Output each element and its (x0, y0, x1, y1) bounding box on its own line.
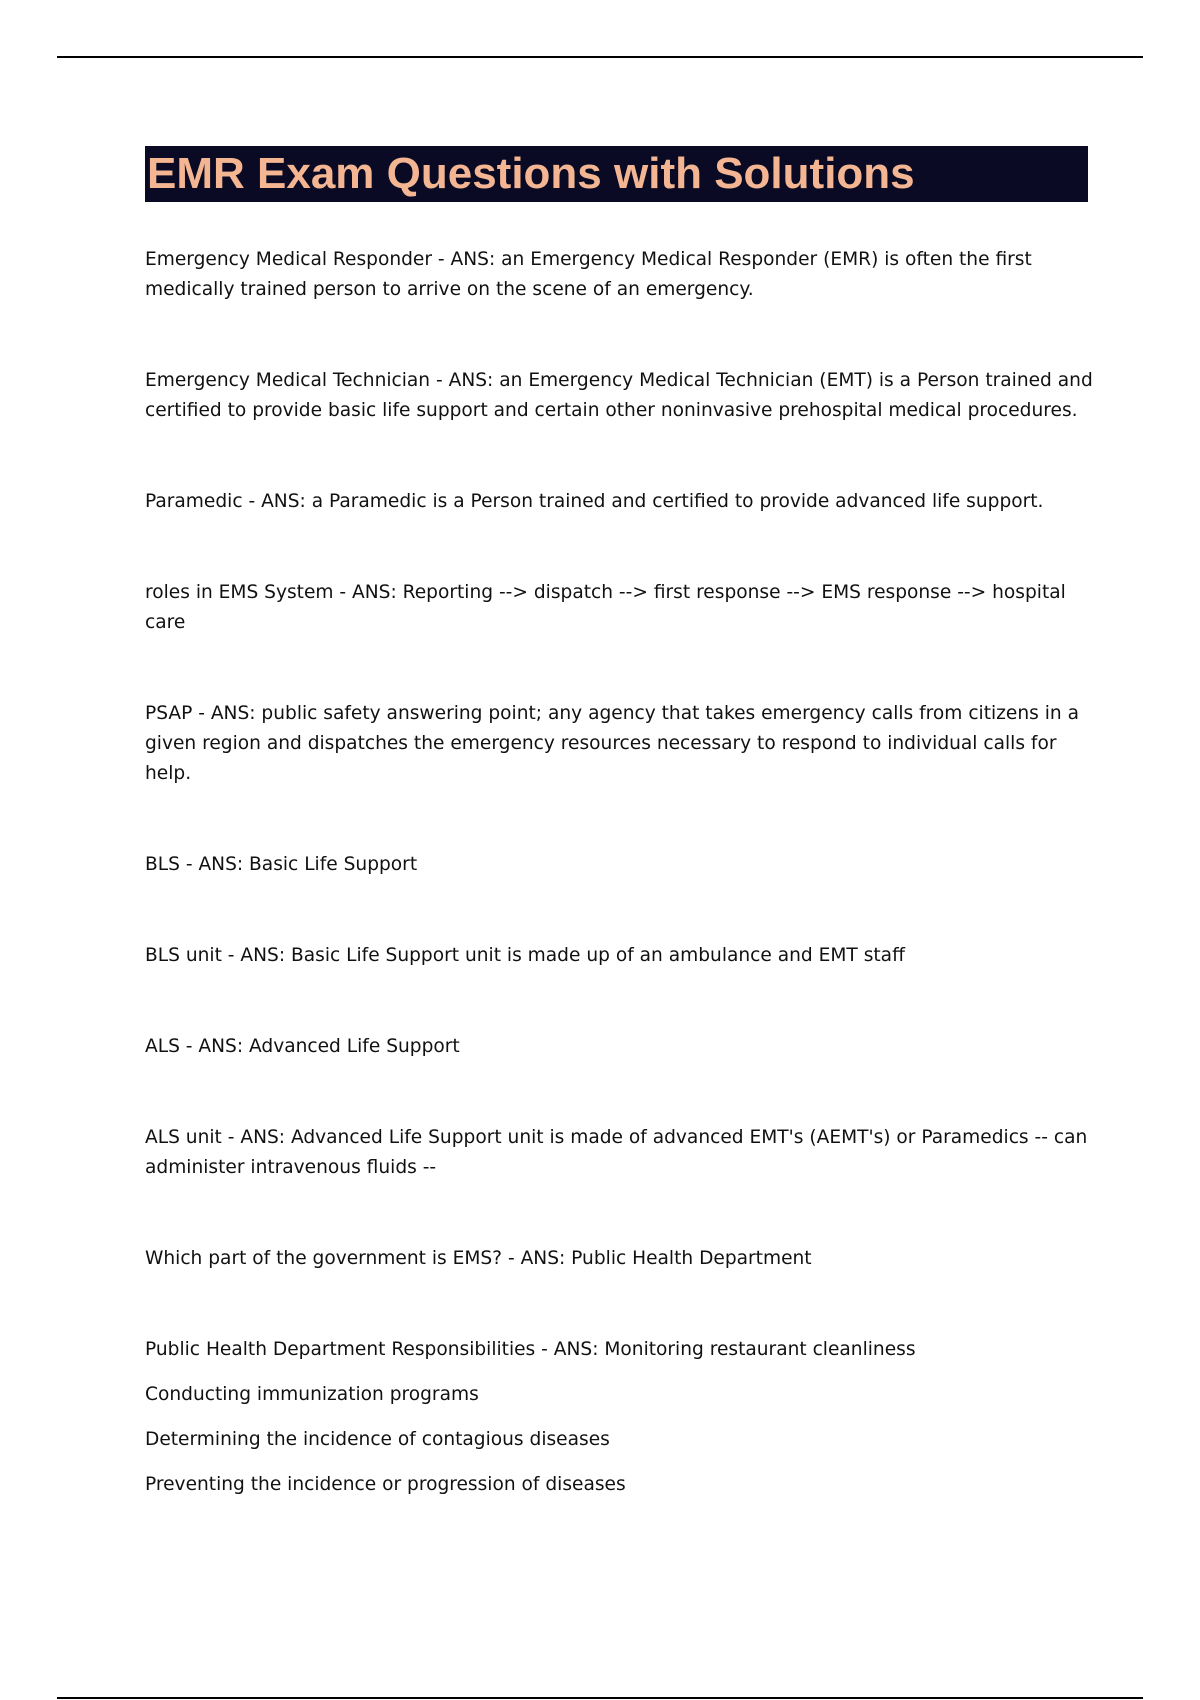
public-health-line: Public Health Department Responsibilities - ANS: Monitoring restaurant cleanliness (145, 1339, 916, 1360)
qa-entry-public-health (145, 1335, 1095, 1500)
document-body (145, 245, 1095, 1515)
qa-entry-psap: PSAP - ANS: public safety answering point; any agency that takes emergency calls from citizens in a given region and dispatches the emergency resources necessary to respond to individual calls for help. (145, 703, 1079, 784)
page-title: EMR Exam Questions with Solutions (147, 149, 915, 198)
qa-entry-als-unit: ALS unit - ANS: Advanced Life Support unit is made of advanced EMT's (AEMT's) or Paramedics -- can administer intravenous fluids -- (145, 1127, 1088, 1178)
public-health-line: Preventing the incidence or progression of diseases (145, 1474, 626, 1495)
qa-entry-als: ALS - ANS: Advanced Life Support (145, 1036, 460, 1057)
qa-entry-ems-roles: roles in EMS System - ANS: Reporting --> dispatch --> first response --> EMS response --> hospital care (145, 582, 1066, 633)
public-health-line: Determining the incidence of contagious diseases (145, 1429, 610, 1450)
bottom-divider (57, 1697, 1143, 1699)
top-divider (57, 56, 1143, 58)
qa-entry-bls-unit: BLS unit - ANS: Basic Life Support unit is made up of an ambulance and EMT staff (145, 945, 905, 966)
public-health-line: Conducting immunization programs (145, 1384, 479, 1405)
title-banner (145, 146, 1088, 202)
qa-entry-paramedic: Paramedic - ANS: a Paramedic is a Person trained and certified to provide advanced life support. (145, 491, 1044, 512)
qa-entry-emt: Emergency Medical Technician - ANS: an Emergency Medical Technician (EMT) is a Person trained and certified to provide basic life support and certain other noninvasive prehospital medical procedures. (145, 370, 1093, 421)
qa-entry-bls: BLS - ANS: Basic Life Support (145, 854, 418, 875)
qa-entry-emr: Emergency Medical Responder - ANS: an Emergency Medical Responder (EMR) is often the first medically trained person to arrive on the scene of an emergency. (145, 249, 1032, 300)
qa-entry-ems-government: Which part of the government is EMS? - ANS: Public Health Department (145, 1248, 812, 1269)
